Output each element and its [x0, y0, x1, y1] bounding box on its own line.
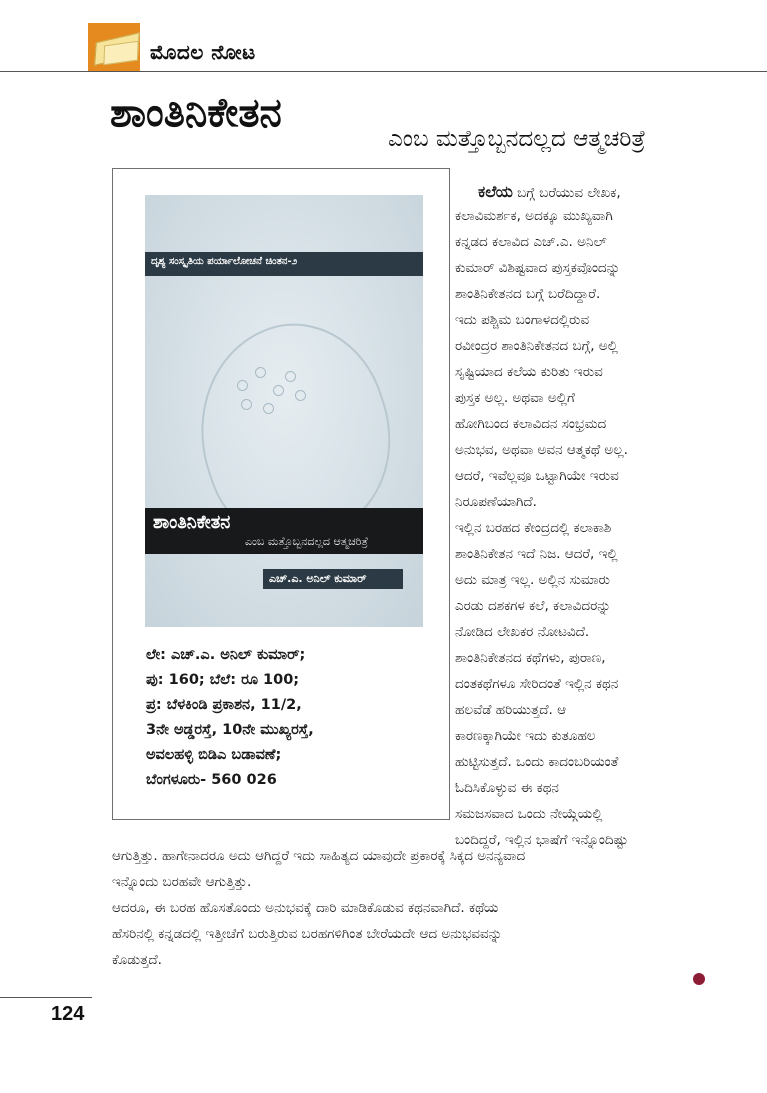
- column-line: ಇಲ್ಲಿನ ಬರಹದ ಕೇಂದ್ರದಲ್ಲಿ ಕಲಾಕಾಶಿ: [455, 520, 612, 536]
- column-line: ದಂತಕಥೆಗಳೂ ಸೇರಿದಂತೆ ಇಲ್ಲಿನ ಕಥನ: [455, 676, 619, 692]
- column-line: ಸೃಷ್ಟಿಯಾದ ಕಲೆಯ ಕುರಿತು ಇರುವ: [455, 364, 603, 380]
- body-line: ಹೆಸರಿನಲ್ಲಿ ಕನ್ನಡದಲ್ಲಿ ಇತ್ತೀಚೆಗೆ ಬರುತ್ತಿರುವ ಬರಹಗಳಿಗಿಂತ ಬೇರೆಯದೇ ಆದ ಅನುಭವವನ್ನು: [112, 926, 503, 942]
- body-line: ಆದರೂ, ಈ ಬರಹ ಹೊಸತೊಂದು ಅನುಭವಕ್ಕೆ ದಾರಿ ಮಾಡಿಕೊಡುವ ಕಥನವಾಗಿದೆ. ಕಥೆಯ: [112, 900, 499, 916]
- column-line: ಕುಮಾರ್ ವಿಶಿಷ್ಟವಾದ ಪುಸ್ತಕವೊಂದನ್ನು: [455, 260, 621, 276]
- body-line: ಕೊಡುತ್ತದೆ.: [112, 952, 162, 968]
- column-line: ಎರಡು ದಶಕಗಳ ಕಲೆ, ಕಲಾವಿದರನ್ನು: [455, 598, 611, 614]
- footer-divider: [0, 997, 92, 998]
- book-cover-image: [145, 195, 423, 627]
- book-address-line: ಅವಲಹಳ್ಳಿ ಬಿಡಿಎ ಬಡಾವಣೆ;: [146, 747, 282, 763]
- book-city-pin: ಬೆಂಗಳೂರು- 560 026: [146, 772, 277, 788]
- book-pages-price: ಪು: 160; ಬೆಲೆ: ರೂ 100;: [146, 672, 300, 688]
- column-line: ಹಲವೆಡೆ ಹರಿಯುತ್ತದೆ. ಆ: [455, 702, 567, 718]
- article-subtitle: ಎಂಬ ಮತ್ತೊಬ್ಬನದಲ್ಲದ ಆತ್ಮಚರಿತ್ರೆ: [388, 126, 646, 152]
- header-divider: [0, 71, 767, 72]
- column-line: ಅನುಭವ, ಅಥವಾ ಅವನ ಆತ್ಮಕಥೆ ಅಲ್ಲ.: [455, 442, 628, 458]
- cover-series-label: ದೃಶ್ಯ ಸಂಸ್ಕೃತಿಯ ಪರ್ಯಾಲೋಚನೆ ಚಿಂತನ-೨: [151, 256, 298, 267]
- section-label: ಮೊದಲ ನೋಟ: [150, 40, 256, 64]
- cover-author: ಎಚ್.ಎ. ಅನಿಲ್ ಕುಮಾರ್: [269, 572, 367, 585]
- column-line: ಓದಿಸಿಕೊಳ್ಳುವ ಈ ಕಥನ: [455, 780, 559, 796]
- body-line: ಇನ್ನೊಂದು ಬರಹವೇ ಆಗುತ್ತಿತ್ತು.: [112, 874, 252, 890]
- column-line: ಹುಟ್ಟಿಸುತ್ತದೆ. ಒಂದು ಕಾದಂಬರಿಯಂತೆ: [455, 754, 619, 770]
- cover-subtitle: ಎಂಬ ಮತ್ತೊಬ್ಬನದಲ್ಲದ ಆತ್ಮಚರಿತ್ರೆ: [245, 535, 369, 548]
- column-line: ನಿರೂಪಣೆಯಾಗಿದೆ.: [455, 494, 537, 510]
- page-number: 124: [51, 1003, 85, 1025]
- column-line: ಶಾಂತಿನಿಕೇತನದ ಕಥೆಗಳು, ಪುರಾಣ,: [455, 650, 606, 666]
- column-line: ಆದರೆ, ಇವೆಲ್ಲವೂ ಒಟ್ಟಾಗಿಯೇ ಇರುವ: [455, 468, 619, 484]
- column-line: ಕನ್ನಡದ ಕಲಾವಿದ ಎಚ್.ಎ. ಅನಿಲ್: [455, 234, 607, 250]
- end-bullet-icon: [693, 973, 705, 985]
- column-line: ಹೋಗಿಬಂದ ಕಲಾವಿದನ ಸಂಭ್ರಮದ: [455, 416, 607, 432]
- body-line: ಆಗುತ್ತಿತ್ತು. ಹಾಗೇನಾದರೂ ಅದು ಆಗಿದ್ದರೆ ಇದು ಸಾಹಿತ್ಯದ ಯಾವುದೇ ಪ್ರಕಾರಕ್ಕೆ ಸಿಕ್ಕದ ಅನನ್ಯವಾದ: [112, 848, 526, 864]
- column-line: ಬಂದಿದ್ದರೆ, ಇಲ್ಲಿನ ಭಾಷೆಗೆ ಇನ್ನೊಂದಿಷ್ಟು: [455, 832, 629, 848]
- cover-title: ಶಾಂತಿನಿಕೇತನ: [153, 512, 231, 533]
- column-line: ಕಲಾವಿಮರ್ಶಕ, ಅದಕ್ಕೂ ಮುಖ್ಯವಾಗಿ: [455, 208, 613, 224]
- lead-word: ಕಲೆಯ: [478, 182, 513, 201]
- column-line: ಶಾಂತಿನಿಕೇತನದ ಬಗ್ಗೆ ಬರೆದಿದ್ದಾರೆ.: [455, 286, 601, 302]
- book-author: ಲೇ: ಎಚ್.ಎ. ಅನಿಲ್ ಕುಮಾರ್;: [146, 647, 306, 663]
- column-line: ನೋಡಿದ ಲೇಖಕರ ನೋಟವಿದೆ.: [455, 624, 590, 640]
- column-line: ಪುಸ್ತಕ ಅಲ್ಲ. ಅಥವಾ ಅಲ್ಲಿಗೆ: [455, 390, 575, 406]
- column-line: ರವೀಂದ್ರರ ಶಾಂತಿನಿಕೇತನದ ಬಗ್ಗೆ, ಅಲ್ಲಿ: [455, 338, 618, 354]
- paragraph-first-line: ಕಲೆಯ ಬಗ್ಗೆ ಬರೆಯುವ ಲೇಖಕ,: [478, 182, 621, 201]
- column-line: ಅದು ಮಾತ್ರ ಇಲ್ಲ. ಅಲ್ಲಿನ ಸುಮಾರು: [455, 572, 610, 588]
- book-address-line: 3ನೇ ಅಡ್ಡರಸ್ತೆ, 10ನೇ ಮುಖ್ಯರಸ್ತೆ,: [146, 722, 314, 738]
- column-line: ಕಾರಣಕ್ಕಾಗಿಯೇ ಇದು ಕುತೂಹಲ: [455, 728, 596, 744]
- column-line: ಶಾಂತಿನಿಕೇತನ ಇದೆ ನಿಜ. ಆದರೆ, ಇಲ್ಲಿ: [455, 546, 618, 562]
- column-line: ಇದು ಪಶ್ಚಿಮ ಬಂಗಾಳದಲ್ಲಿರುವ: [455, 312, 590, 328]
- article-title: ಶಾಂತಿನಿಕೇತನ: [110, 90, 282, 136]
- column-line: ಸಮಜಸವಾದ ಒಂದು ನೇಯ್ಗೆಯಲ್ಲಿ: [455, 806, 603, 822]
- open-book-icon: [88, 23, 140, 71]
- book-publisher: ಪ್ರ: ಬೆಳಕಿಂಡಿ ಪ್ರಕಾಶನ, 11/2,: [146, 697, 302, 713]
